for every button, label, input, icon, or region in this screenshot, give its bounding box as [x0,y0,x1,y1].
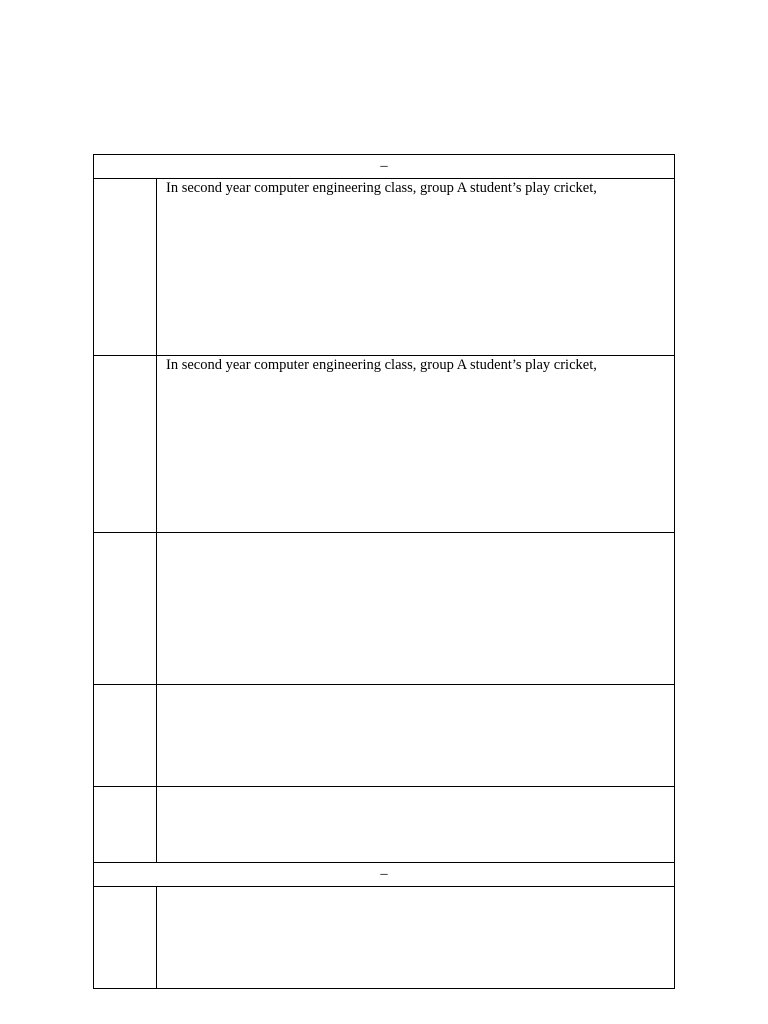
row-label-cell [94,533,157,685]
row-label-cell [94,787,157,863]
row-content-text [157,887,674,888]
row-label-cell [94,887,157,989]
table-row [94,533,675,685]
row-content-cell [157,887,675,989]
row-content-cell [157,179,675,356]
section-1-header: – [94,155,675,179]
table-row [94,179,675,356]
row-content-cell [157,533,675,685]
document-table [93,154,675,989]
section-header-row [94,863,675,887]
row-content-text [157,787,674,788]
section-header-row [94,155,675,179]
table-row [94,356,675,533]
row-content-text: In second year computer engineering class, group A student’s play cricket, [166,357,597,373]
row-content-cell [157,787,675,863]
row-content-text [157,685,674,686]
row-content-cell [157,685,675,787]
table-row [94,887,675,989]
table-row [94,685,675,787]
row-content-text: In second year computer engineering class, group A student’s play cricket, [166,180,597,196]
row-label-cell [94,685,157,787]
row-content-text [157,533,674,534]
row-label-cell [94,356,157,533]
section-2-header: – [94,863,675,887]
table-row [94,787,675,863]
row-label-cell [94,179,157,356]
row-content-cell [157,356,675,533]
